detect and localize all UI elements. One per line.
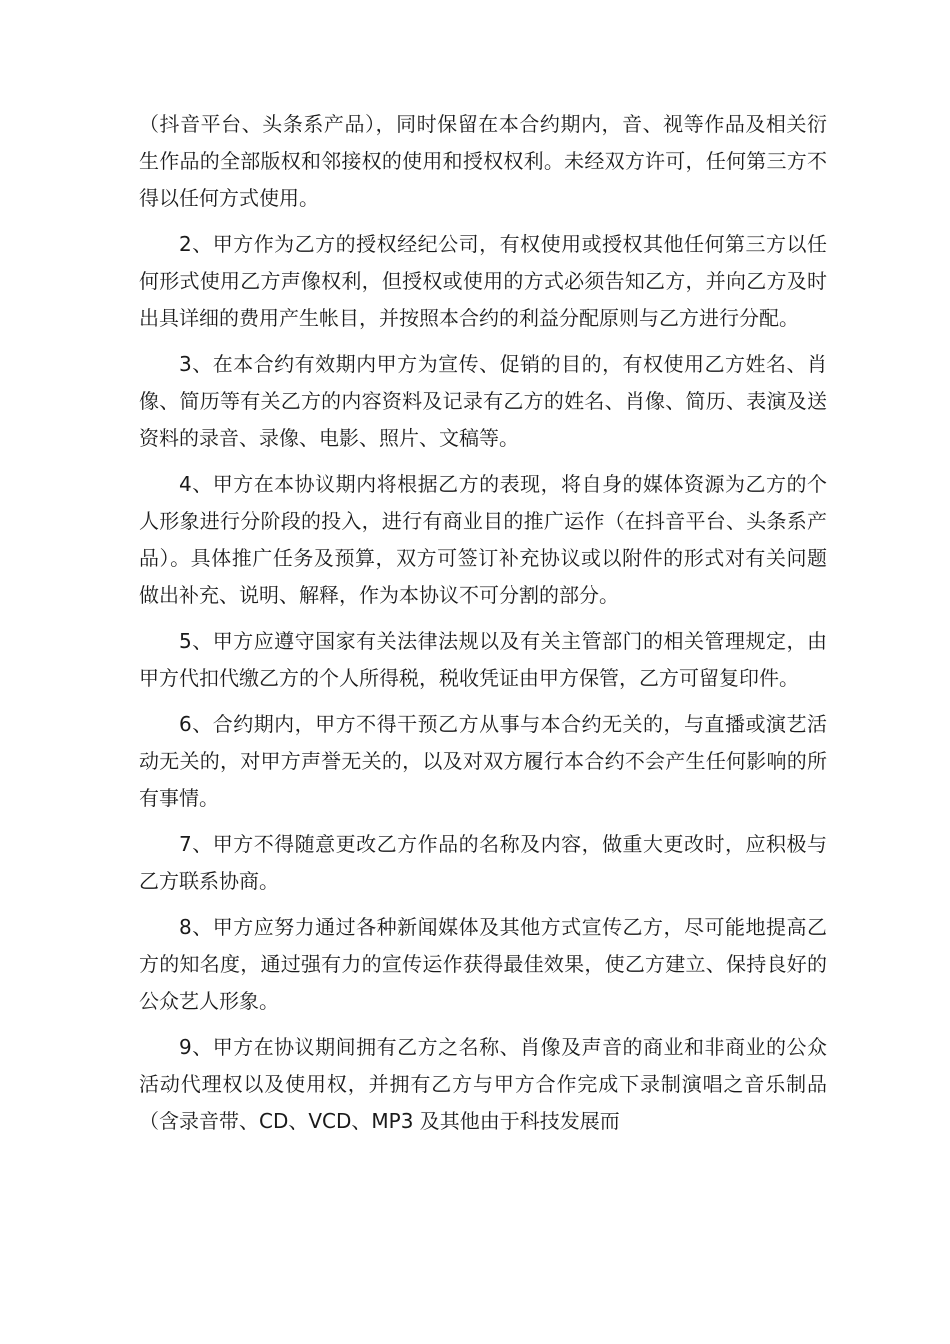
paragraph-clause-4: 4、甲方在本协议期内将根据乙方的表现，将自身的媒体资源为乙方的个人形象进行分阶段的投入，进行有商业目的推广运作（在抖音平台、头条系产品）。具体推广任务及预算，双方可签订补充协议或以附件的形式对有关问题做出补充、说明、解释，作为本协议不可分割的部分。 — [139, 472, 827, 607]
paragraph-clause-2: 2、甲方作为乙方的授权经纪公司，有权使用或授权其他任何第三方以任何形式使用乙方声像权利，但授权或使用的方式必须告知乙方，并向乙方及时出具详细的费用产生帐目，并按照本合约的利益分配原则与乙方进行分配。 — [139, 232, 827, 330]
paragraph-clause-7: 7、甲方不得随意更改乙方作品的名称及内容，做重大更改时，应积极与乙方联系协商。 — [139, 832, 827, 893]
paragraph-clause-3: 3、在本合约有效期内甲方为宣传、促销的目的，有权使用乙方姓名、肖像、简历等有关乙方的内容资料及记录有乙方的姓名、肖像、简历、表演及送资料的录音、录像、电影、照片、文稿等。 — [139, 352, 827, 450]
paragraph-clause-6: 6、合约期内，甲方不得干预乙方从事与本合约无关的，与直播或演艺活动无关的，对甲方声誉无关的，以及对双方履行本合约不会产生任何影响的所有事情。 — [139, 712, 827, 810]
document-page — [139, 106, 827, 1149]
paragraph-clause-9: 9、甲方在协议期间拥有乙方之名称、肖像及声音的商业和非商业的公众活动代理权以及使用权，并拥有乙方与甲方合作完成下录制演唱之音乐制品（含录音带、CD、VCD、MP3 及其他由于科技发展而 — [139, 1035, 827, 1133]
paragraph-continuation: （抖音平台、头条系产品），同时保留在本合约期内，音、视等作品及相关衍生作品的全部版权和邻接权的使用和授权权利。未经双方许可，任何第三方不得以任何方式使用。 — [139, 112, 827, 210]
paragraph-clause-5: 5、甲方应遵守国家有关法律法规以及有关主管部门的相关管理规定，由甲方代扣代缴乙方的个人所得税，税收凭证由甲方保管，乙方可留复印件。 — [139, 629, 827, 690]
paragraph-clause-8: 8、甲方应努力通过各种新闻媒体及其他方式宣传乙方，尽可能地提高乙方的知名度，通过强有力的宣传运作获得最佳效果，使乙方建立、保持良好的公众艺人形象。 — [139, 915, 827, 1013]
